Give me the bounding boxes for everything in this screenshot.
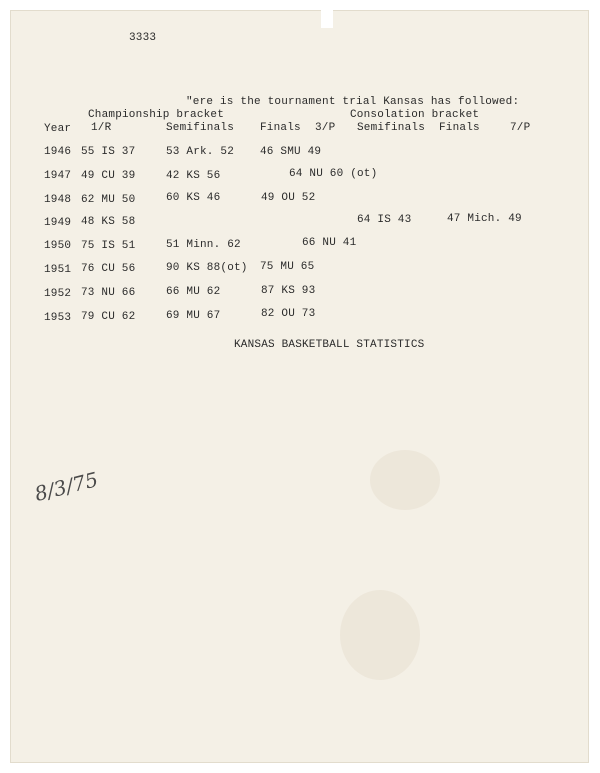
row-year: 1953 [44,312,72,324]
row-year: 1947 [44,170,72,182]
col-seventh-place: 7/P [510,122,531,134]
consolation-bracket-heading: Consolation bracket [350,109,480,121]
row-semifinals: 90 KS 88(ot) [166,262,248,274]
row-first-round: 62 MU 50 [81,194,136,206]
row-cons-finals: 47 Mich. 49 [447,213,522,225]
row-semifinals: 69 MU 67 [166,310,221,322]
row-finals: 46 SMU 49 [260,146,322,158]
row-finals: 75 MU 65 [260,261,315,273]
row-semifinals: 51 Minn. 62 [166,239,241,251]
row-first-round: 49 CU 39 [81,170,136,182]
row-semifinals: 60 KS 46 [166,192,221,204]
row-year: 1948 [44,194,72,206]
col-cons-semifinals: Semifinals [357,122,426,134]
row-semifinals: 42 KS 56 [166,170,221,182]
col-cons-finals: Finals [439,122,480,134]
row-finals: 49 OU 52 [261,192,316,204]
col-year: Year [44,123,72,135]
statistics-title: KANSAS BASKETBALL STATISTICS [234,339,425,351]
row-first-round: 79 CU 62 [81,311,136,323]
row-semifinals: 53 Ark. 52 [166,146,235,158]
row-year: 1946 [44,146,72,158]
col-finals: Finals [260,122,301,134]
col-semifinals: Semifinals [166,122,235,134]
row-cons-semifinals: 64 IS 43 [357,214,412,226]
row-first-round: 76 CU 56 [81,263,136,275]
row-third-place: 66 NU 41 [302,237,357,249]
row-first-round: 55 IS 37 [81,146,136,158]
row-first-round: 73 NU 66 [81,287,136,299]
row-first-round: 48 KS 58 [81,216,136,228]
water-stain [340,590,420,680]
row-finals: 87 KS 93 [261,285,316,297]
championship-bracket-heading: Championship bracket [88,109,225,121]
page-number: 3333 [129,32,157,44]
col-third-place: 3/P [315,122,336,134]
row-year: 1949 [44,217,72,229]
water-stain [370,450,440,510]
page-tear [321,10,333,28]
row-finals: 82 OU 73 [261,308,316,320]
row-year: 1950 [44,240,72,252]
intro-line: "ere is the tournament trial Kansas has followed: [186,96,520,108]
row-year: 1952 [44,288,72,300]
row-semifinals: 66 MU 62 [166,286,221,298]
row-year: 1951 [44,264,72,276]
row-first-round: 75 IS 51 [81,240,136,252]
handwritten-note: 8/3/75 [32,467,101,506]
row-third-place: 64 NU 60 (ot) [289,168,378,180]
col-first-round: 1/R [91,122,112,134]
